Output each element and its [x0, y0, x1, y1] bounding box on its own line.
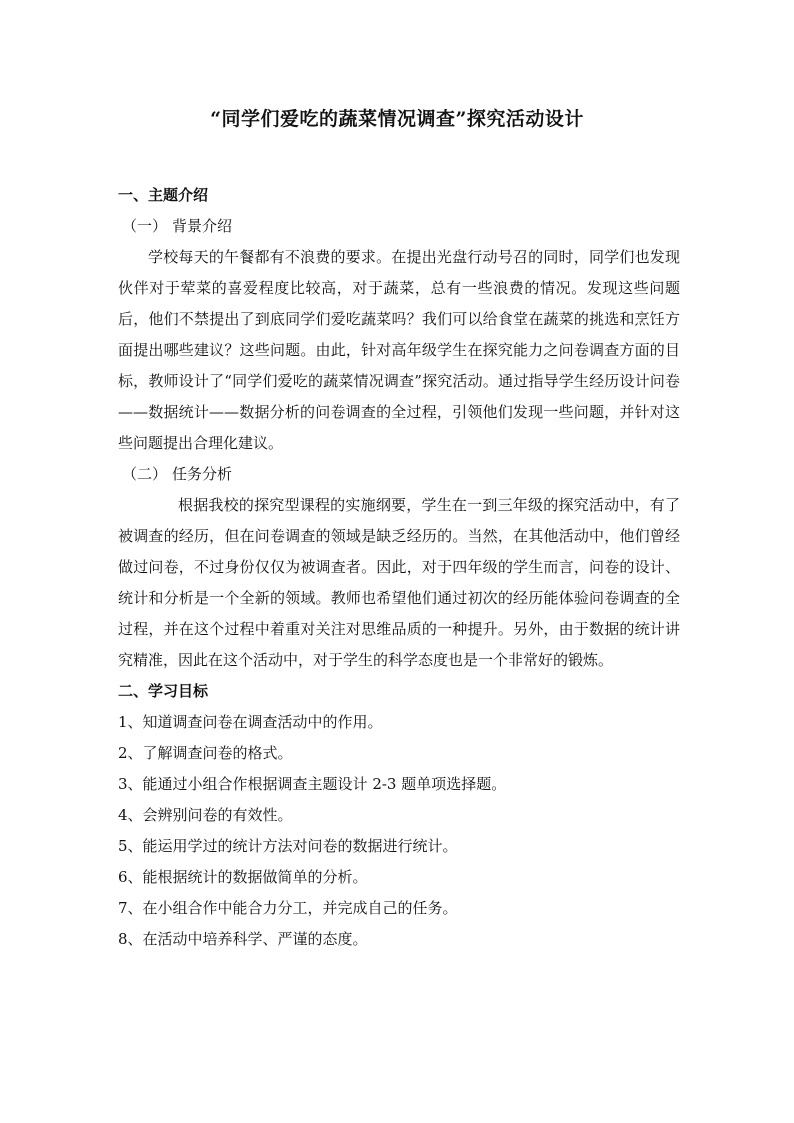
goal-item: 8、在活动中培养科学、严谨的态度。	[118, 930, 368, 948]
goal-item: 7、在小组合作中能合力分工，并完成自己的任务。	[118, 899, 458, 917]
document-title: “同学们爱吃的蔬菜情况调查”探究活动设计	[210, 108, 584, 130]
subheading-marker: （一）	[122, 217, 168, 235]
subheading-label: 任务分析	[172, 465, 233, 483]
goal-item: 5、能运用学过的统计方法对问卷的数据进行统计。	[118, 837, 458, 855]
subheading-task-analysis	[118, 459, 680, 490]
subheading-marker: （二）	[122, 465, 168, 483]
paragraph-task-analysis: 根据我校的探究型课程的实施纲要，学生在一到三年级的探究活动中，有了被调查的经历，但在问卷调查的领域是缺乏经历的。当然，在其他活动中，他们曾经做过问卷，不过身份仅仅为被调查者。因此，对于四年级的学生而言，问卷的设计、统计和分析是一个全新的领域。教师也希望他们通过初次的经历能体验问卷调查的全过程，并在这个过程中着重对关注对思维品质的一种提升。另外，由于数据的统计讲究精准，因此在这个活动中，对于学生的科学态度也是一个非常好的锻炼。	[118, 496, 680, 669]
paragraph-background: 学校每天的午餐都有不浪费的要求。在提出光盘行动号召的同时，同学们也发现伙伴对于荤菜的喜爱程度比较高，对于蔬菜，总有一些浪费的情况。发现这些问题后，他们不禁提出了到底同学们爱吃蔬菜吗？我们可以给食堂在蔬菜的挑选和烹饪方面提出哪些建议？这些问题。由此，针对高年级学生在探究能力之问卷调查方面的目标，教师设计了“同学们爱吃的蔬菜情况调查”探究活动。通过指导学生经历设计问卷——数据统计——数据分析的问卷调查的全过程，引领他们发现一些问题，并针对这些问题提出合理化建议。	[118, 248, 680, 452]
goal-item: 6、能根据统计的数据做简单的分析。	[118, 868, 368, 886]
subheading-background	[118, 211, 680, 242]
subheading-label: 背景介绍	[172, 217, 233, 235]
goal-item: 1、知道调查问卷在调查活动中的作用。	[118, 713, 383, 731]
goal-item: 4、会辨别问卷的有效性。	[118, 806, 293, 824]
section-heading-theme: 一、主题介绍	[118, 186, 209, 204]
goal-item: 2、了解调查问卷的格式。	[118, 744, 293, 762]
document-body	[118, 180, 680, 955]
section-heading-goals: 二、学习目标	[118, 682, 209, 700]
goal-item: 3、能通过小组合作根据调查主题设计 2-3 题单项选择题。	[118, 775, 507, 793]
